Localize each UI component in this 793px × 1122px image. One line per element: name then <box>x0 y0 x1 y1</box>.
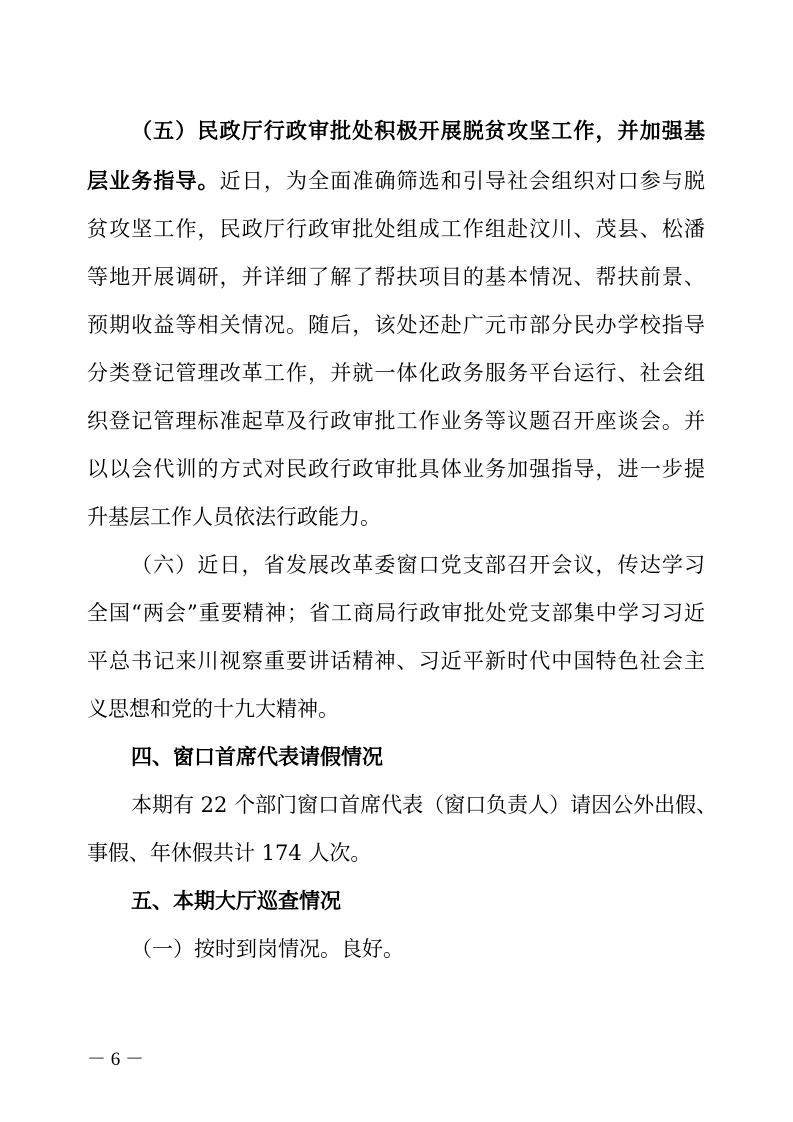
section5-line-3: 贫攻坚工作，民政厅行政审批处组成工作组赴汶川、茂县、松潘 <box>87 217 705 241</box>
patrol-item-1: （一）按时到岗情况。良好。 <box>131 937 404 961</box>
section6-line-3: 平总书记来川视察重要讲话精神、习近平新时代中国特色社会主 <box>87 649 705 673</box>
section5-line-4: 等地开展调研，并详细了解了帮扶项目的基本情况、帮扶前景、 <box>87 265 705 289</box>
section5-line-8: 以以会代训的方式对民政行政审批具体业务加强指导，进一步提 <box>87 457 705 481</box>
section5-line-1: （五）民政厅行政审批处积极开展脱贫攻坚工作，并加强基 <box>131 118 705 143</box>
leave-line-1: 本期有 22 个部门窗口首席代表（窗口负责人）请因公外出假、 <box>131 793 718 817</box>
section5-line-2-bold: 层业务指导。 <box>87 168 220 193</box>
section5-line-6: 分类登记管理改革工作，并就一体化政务服务平台运行、社会组 <box>87 361 705 385</box>
section5-line-2 <box>87 166 705 196</box>
heading-hall-patrol: 五、本期大厅巡查情况 <box>131 888 341 913</box>
section5-line-7: 织登记管理标准起草及行政审批工作业务等议题召开座谈会。并 <box>87 409 705 433</box>
section6-line-4: 义思想和党的十九大精神。 <box>87 697 339 721</box>
page-number: － 6 － <box>87 1049 145 1070</box>
section6-line-2: 全国“两会”重要精神；省工商局行政审批处党支部集中学习习近 <box>87 601 705 625</box>
section5-line-5: 预期收益等相关情况。随后，该处还赴广元市部分民办学校指导 <box>87 313 705 337</box>
section6-line-1: （六）近日，省发展改革委窗口党支部召开会议，传达学习 <box>131 553 705 577</box>
leave-line-2: 事假、年休假共计 174 人次。 <box>87 841 372 865</box>
section5-line-9: 升基层工作人员依法行政能力。 <box>87 505 381 529</box>
section5-line-2-rest: 近日，为全面准确筛选和引导社会组织对口参与脱 <box>219 169 706 193</box>
heading-leave-status: 四、窗口首席代表请假情况 <box>131 744 383 769</box>
